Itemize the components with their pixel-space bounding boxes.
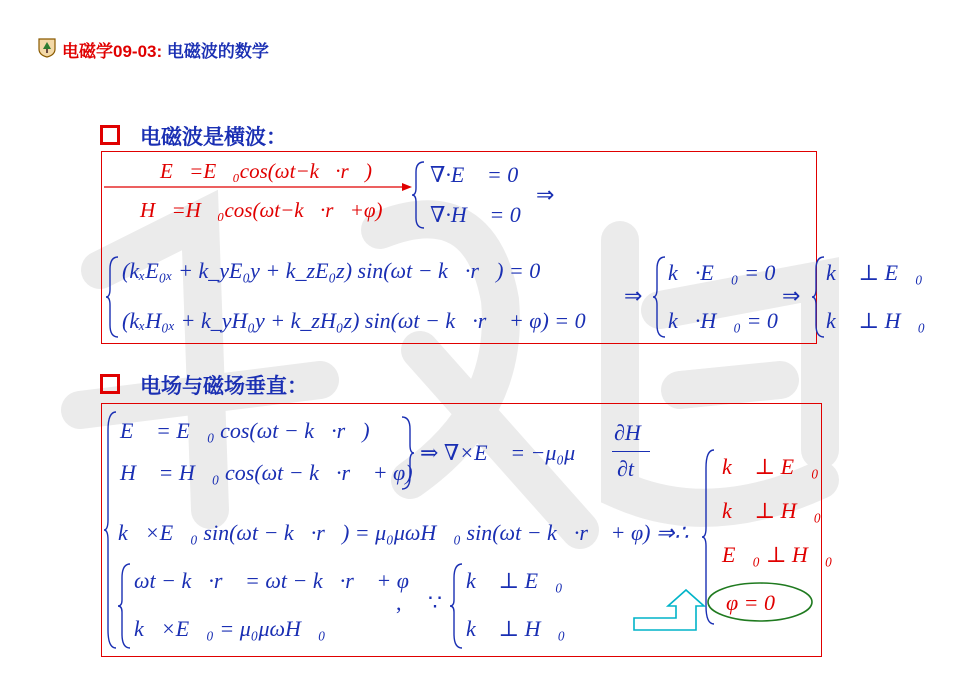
- result-k-perp-e0: k⃗ ⊥ E⃗₀: [722, 454, 819, 479]
- brace-dot: [653, 255, 667, 339]
- because-symbol: ∵: [428, 590, 442, 615]
- field-h-definition: H⃗ = H⃗₀ cos(ωt − k⃗·r⃗ + φ): [120, 460, 413, 485]
- brace-divergence: [412, 160, 426, 230]
- university-logo-icon: [38, 38, 56, 58]
- cross-product-equation: k⃗×E⃗₀ sin(ωt − k⃗·r⃗) = μ₀μωH⃗₀ sin(ωt − k⃗·r⃗ + φ) ⇒∴: [118, 520, 689, 545]
- curl-denominator: ∂t: [617, 456, 634, 481]
- bullet-square-icon: [100, 125, 120, 145]
- result-e0-perp-h0: E⃗₀ ⊥ H⃗₀: [722, 542, 833, 567]
- divergence-h: ∇·H⃗ = 0: [430, 202, 521, 227]
- section1-heading: 电磁波是横波：: [100, 121, 287, 151]
- result-phi-zero: φ = 0: [726, 590, 776, 615]
- perp-k-h0: k⃗ ⊥ H⃗₀: [826, 308, 926, 333]
- expansion-h: (kₓH₀ₓ + k_yH₀y + k_zH₀z) sin(ωt − k⃗·r⃗ + φ) = 0: [122, 308, 586, 333]
- amplitude-equation: k⃗×E⃗₀ = μ₀μωH⃗₀: [134, 616, 326, 641]
- wave-h-expression: H⃗=H⃗₀cos(ωt−k⃗·r⃗+φ): [140, 198, 383, 222]
- curl-equation: ⇒ ∇×E⃗ = −μ₀μ: [420, 440, 576, 465]
- fraction-bar: [612, 451, 650, 452]
- comma: ,: [396, 590, 402, 615]
- dot-e-zero: k⃗·E⃗₀ = 0: [668, 260, 776, 285]
- brace-because: [450, 562, 464, 650]
- dot-h-zero: k⃗·H⃗₀ = 0: [668, 308, 778, 333]
- phase-equation: ωt − k⃗·r⃗ = ωt − k⃗·r⃗ + φ: [134, 568, 409, 593]
- perp-k-e0: k⃗ ⊥ E⃗₀: [826, 260, 923, 285]
- implies-symbol: ⇒: [536, 182, 555, 207]
- divergence-e: ∇·E⃗ = 0: [430, 162, 519, 187]
- pointer-arrow-icon: [632, 588, 712, 632]
- header-title-suffix: 电磁波的数学: [162, 42, 269, 61]
- curl-numerator: ∂H⃗: [614, 420, 658, 445]
- brace-right-group: [400, 415, 414, 491]
- brace-perp: [812, 255, 826, 339]
- brace-expansion: [106, 255, 120, 339]
- slide-header: [62, 37, 269, 62]
- bullet-square-icon: [100, 374, 120, 394]
- arrow-right-icon: [104, 182, 414, 192]
- header-title-prefix: 电磁学09-03:: [62, 42, 163, 61]
- field-e-definition: E⃗ = E⃗₀ cos(ωt − k⃗·r⃗): [120, 418, 370, 443]
- implies-symbol-3: ⇒: [782, 283, 801, 308]
- because-perp-e: k⃗ ⊥ E⃗₀: [466, 568, 563, 593]
- implies-symbol-2: ⇒: [624, 283, 643, 308]
- brace-main: [104, 410, 118, 650]
- result-k-perp-h0: k⃗ ⊥ H⃗₀: [722, 498, 822, 523]
- expansion-e: (kₓE₀ₓ + k_yE₀y + k_zE₀z) sin(ωt − k⃗·r⃗) = 0: [122, 258, 541, 283]
- wave-e-expression: E⃗=E⃗₀cos(ωt−k⃗·r⃗): [160, 159, 373, 183]
- section2-heading: 电场与磁场垂直：: [100, 370, 308, 400]
- because-perp-h: k⃗ ⊥ H⃗₀: [466, 616, 566, 641]
- brace-phase: [118, 562, 132, 650]
